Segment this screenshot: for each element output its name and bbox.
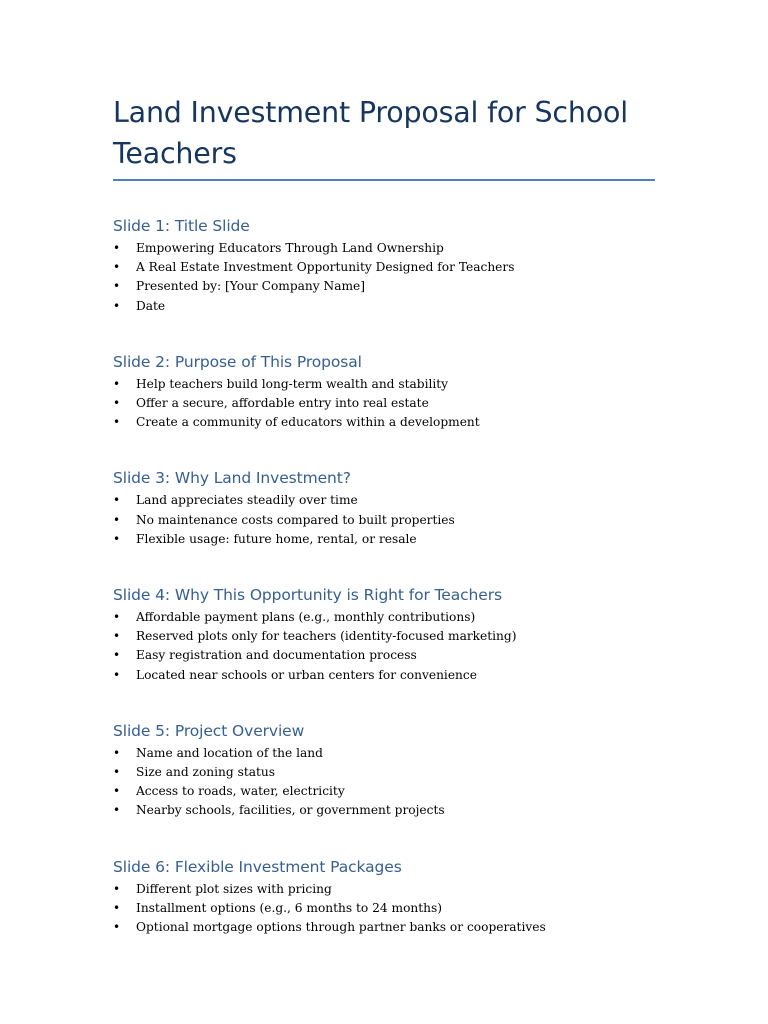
title-underline <box>113 179 655 181</box>
bullet-icon: • <box>113 765 121 780</box>
list-item <box>113 801 655 820</box>
list-item <box>113 666 655 685</box>
bullet-icon: • <box>113 648 121 663</box>
section-heading: Slide 6: Flexible Investment Packages <box>113 857 402 876</box>
list-item <box>113 239 655 258</box>
list-item-text: Installment options (e.g., 6 months to 24 months) <box>136 900 443 915</box>
section-heading: Slide 3: Why Land Investment? <box>113 469 351 488</box>
sections-container <box>113 216 655 937</box>
list-item-text: Optional mortgage options through partner banks or cooperatives <box>136 920 546 935</box>
document-title <box>113 92 655 174</box>
list-item-text: Nearby schools, facilities, or government projects <box>136 803 445 818</box>
list-item <box>113 744 655 763</box>
list-item-text: Flexible usage: future home, rental, or resale <box>136 531 417 546</box>
list-item <box>113 608 655 627</box>
bullet-icon: • <box>113 298 121 313</box>
bullet-icon: • <box>113 745 121 760</box>
list-item <box>113 375 655 394</box>
list-item-text: Date <box>136 298 166 313</box>
list-item-text: Easy registration and documentation process <box>136 648 417 663</box>
bullet-icon: • <box>113 376 121 391</box>
bullet-list <box>113 491 655 549</box>
bullet-list <box>113 744 655 821</box>
bullet-icon: • <box>113 531 121 546</box>
bullet-list <box>113 239 655 316</box>
bullet-icon: • <box>113 881 121 896</box>
bullet-icon: • <box>113 803 121 818</box>
list-item-text: A Real Estate Investment Opportunity Designed for Teachers <box>136 260 515 275</box>
section-slide-4 <box>113 585 655 685</box>
list-item-text: Size and zoning status <box>136 765 275 780</box>
list-item <box>113 491 655 510</box>
list-item-text: Different plot sizes with pricing <box>136 881 332 896</box>
list-item <box>113 413 655 432</box>
list-item-text: Located near schools or urban centers for convenience <box>136 667 477 682</box>
bullet-icon: • <box>113 279 121 294</box>
list-item <box>113 646 655 665</box>
section-heading: Slide 1: Title Slide <box>113 217 250 235</box>
bullet-icon: • <box>113 512 121 527</box>
list-item-text: Create a community of educators within a development <box>136 415 480 430</box>
list-item-text: Empowering Educators Through Land Ownership <box>136 241 444 255</box>
bullet-icon: • <box>113 784 121 799</box>
section-slide-3 <box>113 468 655 549</box>
bullet-list <box>113 880 655 938</box>
list-item-text: Offer a secure, affordable entry into real estate <box>136 396 429 411</box>
list-item <box>113 394 655 413</box>
bullet-icon: • <box>113 900 121 915</box>
list-item-text: No maintenance costs compared to built properties <box>136 512 455 527</box>
list-item <box>113 782 655 801</box>
bullet-icon: • <box>113 260 121 275</box>
list-item-text: Help teachers build long-term wealth and stability <box>136 376 449 391</box>
section-heading: Slide 2: Purpose of This Proposal <box>113 352 362 371</box>
list-item <box>113 297 655 316</box>
list-item <box>113 511 655 530</box>
bullet-icon: • <box>113 241 121 255</box>
section-slide-5 <box>113 721 655 821</box>
bullet-icon: • <box>113 493 121 508</box>
section-slide-1 <box>113 216 655 316</box>
document-title-line-2: Teachers <box>113 137 237 170</box>
list-item <box>113 899 655 918</box>
document-page <box>113 92 655 937</box>
list-item-text: Presented by: [Your Company Name] <box>136 279 365 294</box>
bullet-icon: • <box>113 920 121 935</box>
bullet-icon: • <box>113 396 121 411</box>
bullet-list <box>113 375 655 433</box>
list-item <box>113 918 655 937</box>
list-item <box>113 530 655 549</box>
list-item <box>113 627 655 646</box>
bullet-icon: • <box>113 667 121 682</box>
section-heading: Slide 5: Project Overview <box>113 721 305 740</box>
list-item <box>113 763 655 782</box>
list-item-text: Reserved plots only for teachers (identity-focused marketing) <box>136 629 517 644</box>
list-item-text: Name and location of the land <box>136 745 323 760</box>
list-item-text: Access to roads, water, electricity <box>136 784 345 799</box>
bullet-icon: • <box>113 629 121 644</box>
bullet-icon: • <box>113 415 121 430</box>
list-item <box>113 880 655 899</box>
list-item-text: Land appreciates steadily over time <box>136 493 358 508</box>
section-slide-2 <box>113 352 655 433</box>
section-heading: Slide 4: Why This Opportunity is Right for Teachers <box>113 586 502 605</box>
document-title-line-1: Land Investment Proposal for School <box>113 96 628 129</box>
bullet-icon: • <box>113 610 121 625</box>
bullet-list <box>113 608 655 685</box>
list-item <box>113 277 655 296</box>
list-item <box>113 258 655 277</box>
section-slide-6 <box>113 857 655 938</box>
list-item-text: Affordable payment plans (e.g., monthly contributions) <box>136 610 476 625</box>
